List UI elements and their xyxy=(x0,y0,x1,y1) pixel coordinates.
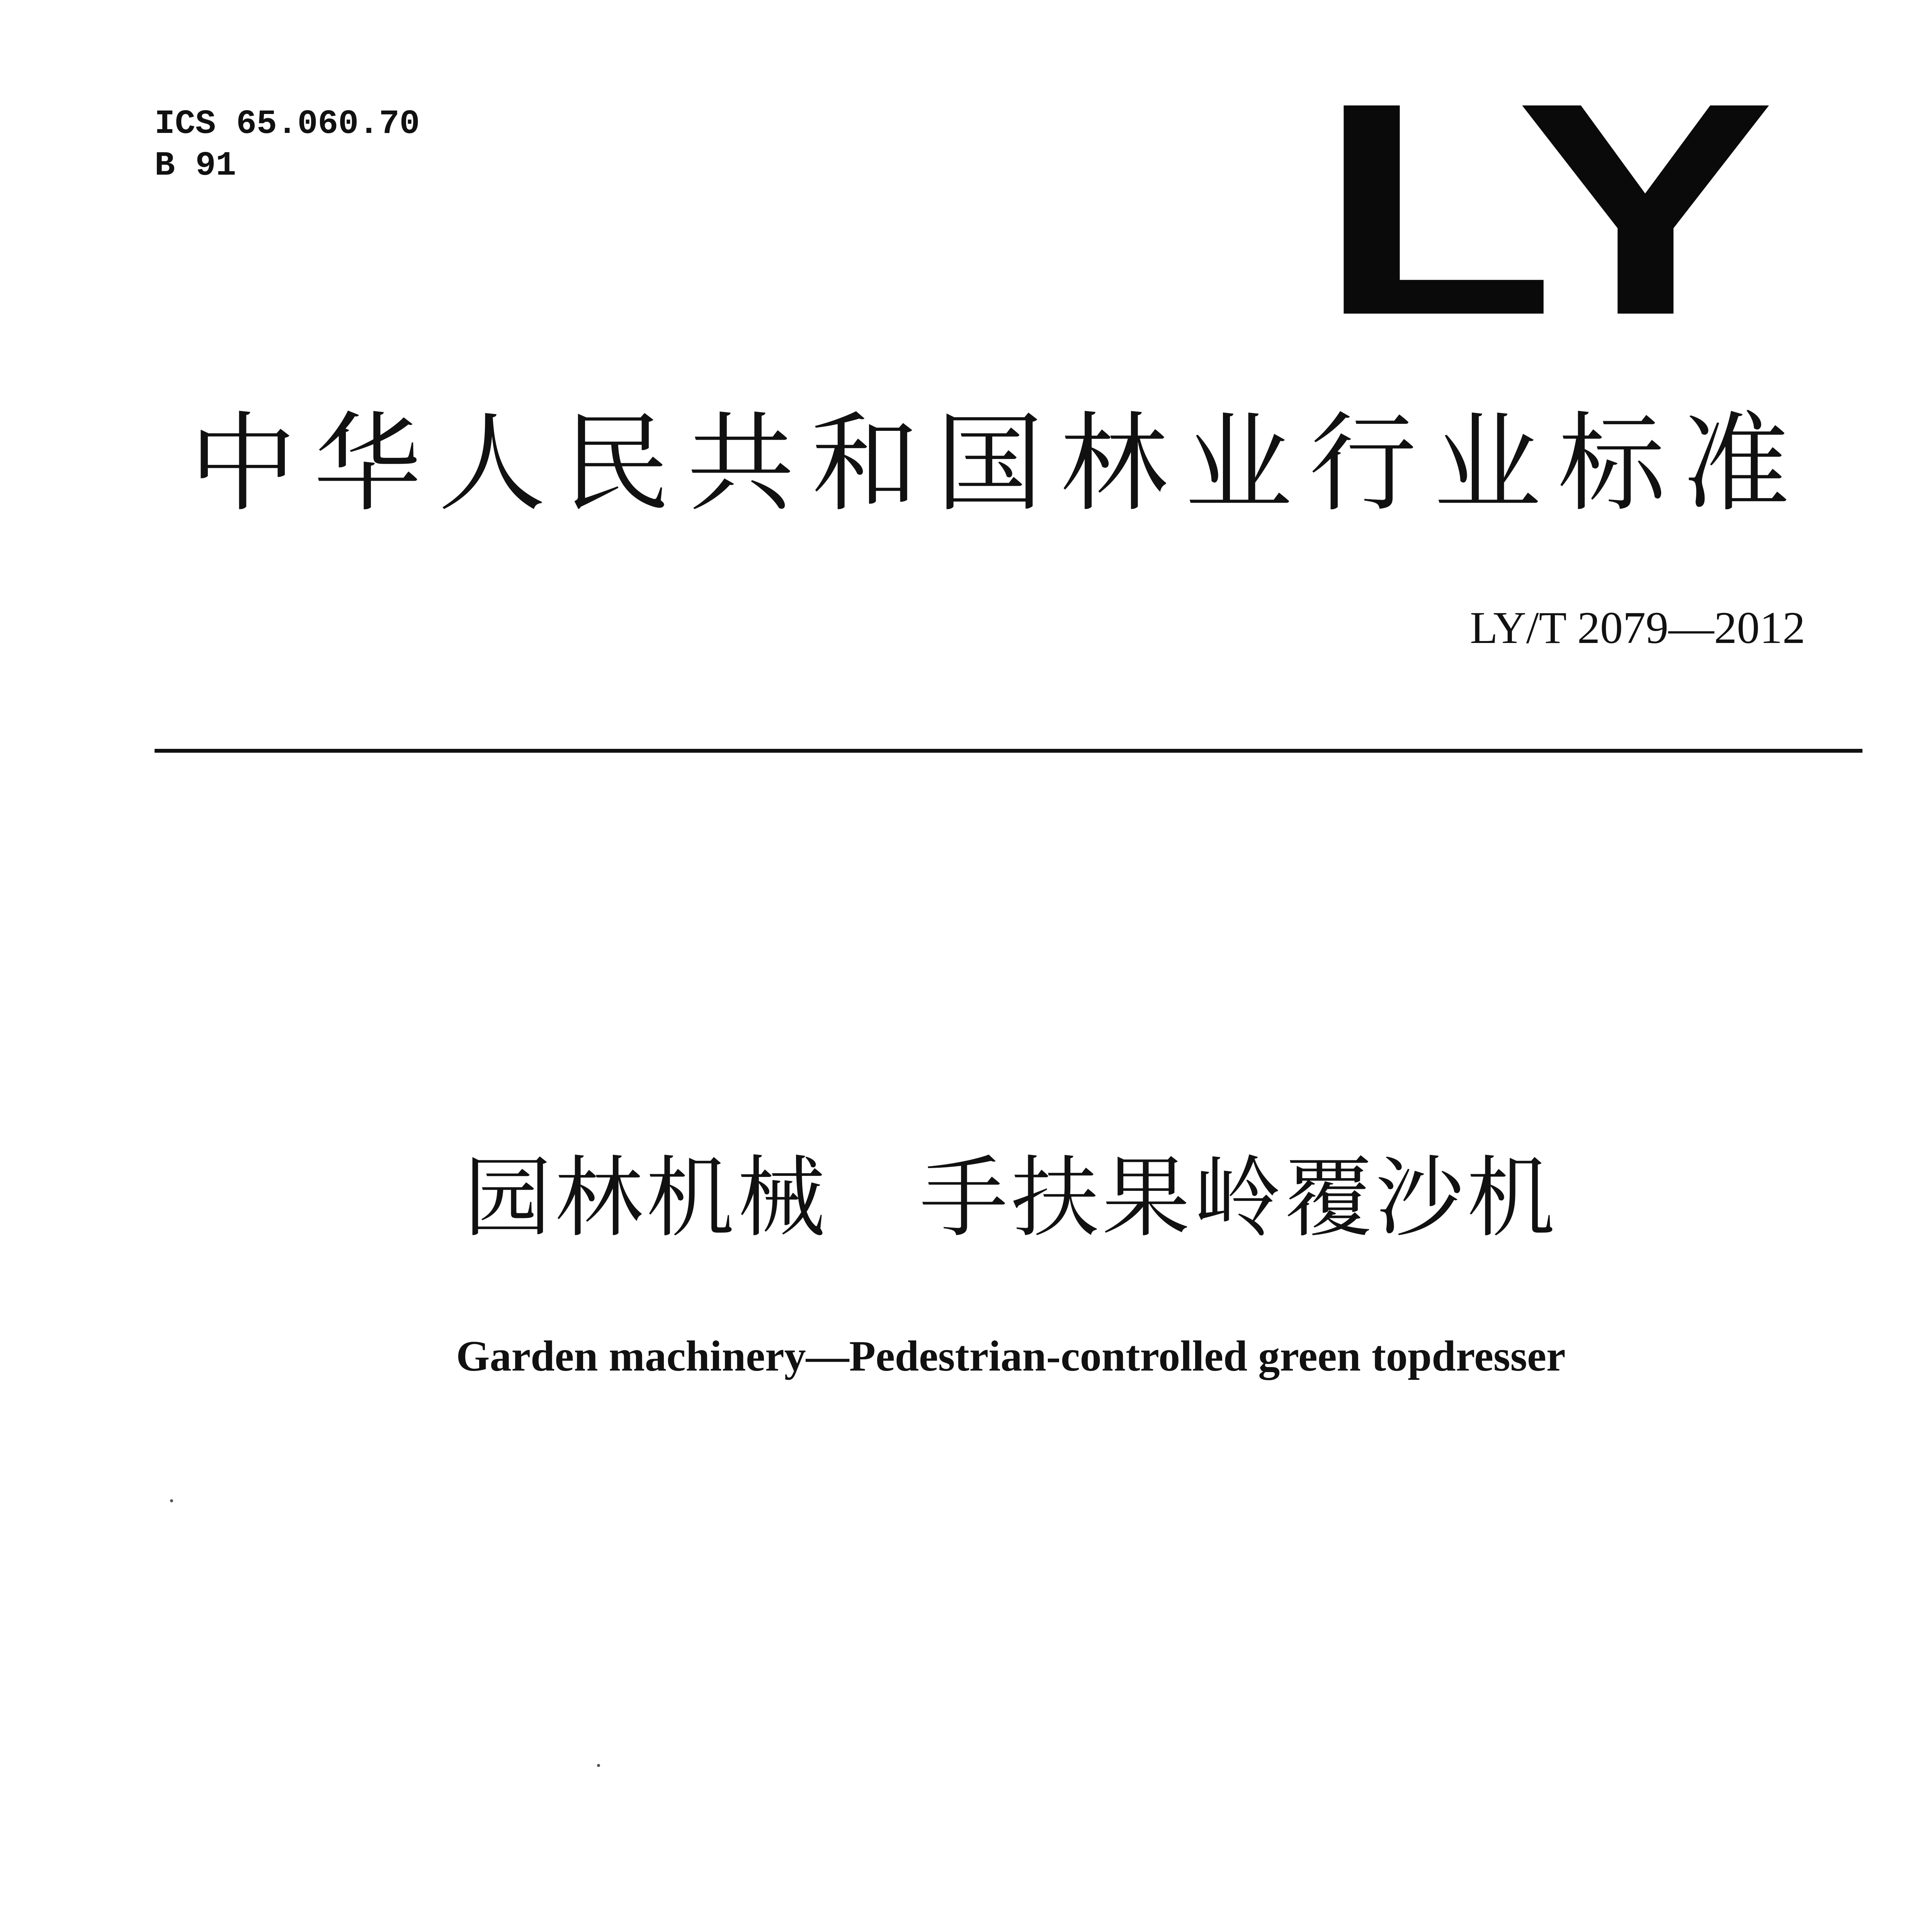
ly-logo: LY xyxy=(1318,39,1771,378)
standard-category-title: 中华人民共和国林业行业标准 xyxy=(189,401,1807,526)
ccs-code: B 91 xyxy=(155,147,236,185)
chinese-title: 园林机械 手扶果岭覆沙机 xyxy=(464,1146,1558,1249)
scan-speck xyxy=(170,1499,173,1502)
classification-codes xyxy=(155,104,420,187)
ics-code: ICS 65.060.70 xyxy=(155,105,420,143)
english-title: Garden machinery—Pedestrian-controlled green topdresser xyxy=(456,1332,1566,1380)
standard-number: LY/T 2079—2012 xyxy=(1470,602,1805,653)
header-divider xyxy=(155,749,1862,753)
scan-speck xyxy=(597,1764,600,1767)
